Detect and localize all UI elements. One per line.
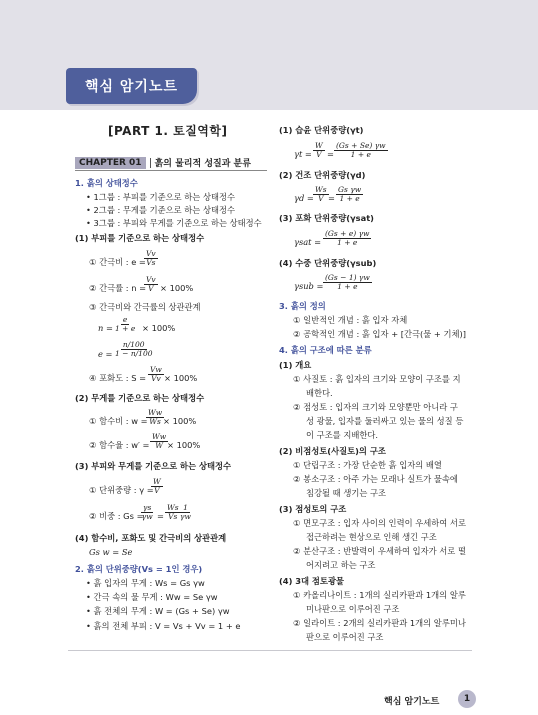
bullet-item: • 2그룹 : 무게를 기준으로 하는 상태정수 <box>86 205 236 215</box>
formula-lhs: γsub = <box>294 281 324 291</box>
formula-label: ③ 간극비와 간극률의 상관관계 <box>89 302 201 312</box>
formula-lhs: γsat = <box>294 237 322 247</box>
list-item: ① 사질토 : 흙 입자의 크기와 모양이 구조를 지 <box>293 374 461 384</box>
formula-label: ② 간극률 : n = <box>89 283 147 293</box>
bullet-item: • 1그룹 : 부피를 기준으로 하는 상태정수 <box>86 192 236 202</box>
fraction: $\frac{Vv}{Vs}$ <box>146 249 156 267</box>
section-heading: 4. 흙의 구조에 따른 분류 <box>279 345 372 355</box>
section-heading: 3. 흙의 정의 <box>279 301 326 311</box>
fraction: $\frac{(Gs + Se) \gamma w}{1 + e}$ <box>336 141 386 159</box>
fraction: $\frac{Vw}{Vv}$ <box>150 365 162 383</box>
subsection-heading: (2) 무게를 기준으로 하는 상태정수 <box>75 393 205 403</box>
subsection-heading: (2) 건조 단위중량(γd) <box>279 170 366 180</box>
list-item-cont: 이 구조를 지배한다. <box>306 430 379 440</box>
bullet-item: • 흙의 전체 부피 : V = Vs + Vv = 1 + e <box>86 621 241 631</box>
list-item: ② 일라이트 : 2개의 실리카판과 1개의 알루미나 <box>293 618 466 628</box>
bullet-item: • 흙 입자의 무게 : Ws = Gs γw <box>86 578 205 588</box>
subsection-heading: (1) 습윤 단위중량(γt) <box>279 125 364 135</box>
formula-label: ① 단위중량 : γ = <box>89 485 154 495</box>
subsection-heading: (2) 비점성토(사질토)의 구조 <box>279 446 386 456</box>
formula-label: ④ 포화도 : S = <box>89 373 147 383</box>
formula: Gs w = Se <box>89 547 133 557</box>
list-item: ① 단립구조 : 가장 단순한 흙 입자의 배열 <box>293 460 442 470</box>
fraction: $\frac{W}{V}$ <box>153 477 161 495</box>
page-footer <box>0 650 538 715</box>
formula-lhs: γt = <box>294 149 312 159</box>
fraction: $\frac{\text{Gs γw}}{1 + e}$ <box>338 185 362 203</box>
fraction: $\frac{Ww}{W}$ <box>152 432 167 450</box>
formula-tail: × 100% <box>167 440 201 450</box>
list-item: ① 면모구조 : 입자 사이의 인력이 우세하여 서로 <box>293 518 466 528</box>
formula-lhs: e = <box>98 349 113 359</box>
subsection-heading: (3) 점성토의 구조 <box>279 504 347 514</box>
page-number: 1 <box>458 690 476 708</box>
fraction: $\frac{Ws}{Vs}$ <box>167 503 179 521</box>
subsection-heading: (3) 포화 단위중량(γsat) <box>279 213 374 223</box>
fraction: $\frac{\gamma s}{\gamma w}$ <box>141 503 153 521</box>
bullet-item: • 흙 전체의 무게 : W = (Gs + Se) γw <box>86 606 230 616</box>
list-item-cont: 침강될 때 생기는 구조 <box>306 488 387 498</box>
subsection-heading: (4) 함수비, 포화도 및 간극비의 상관관계 <box>75 533 227 543</box>
subsection-heading: (1) 부피를 기준으로 하는 상태정수 <box>75 233 205 243</box>
formula-label: ① 함수비 : w = <box>89 416 148 426</box>
formula-eq: = <box>157 511 164 521</box>
list-item: ② 점성토 : 입자의 크기와 모양뿐만 아니라 구 <box>293 402 458 412</box>
fraction: $\frac{Vv}{V}$ <box>146 275 156 293</box>
fraction: $\frac{W}{V}$ <box>315 141 323 159</box>
formula-label: ① 간극비 : e = <box>89 257 146 267</box>
fraction: $\frac{1}{\gamma w}$ <box>180 503 191 521</box>
formula-tail: × 100% <box>163 416 197 426</box>
list-item: ① 카올리나이트 : 1개의 실리카판과 1개의 알루 <box>293 590 466 600</box>
list-item: ② 봉소구조 : 아주 가는 모래나 실트가 물속에 <box>293 474 458 484</box>
formula-tail: × 100% <box>160 283 194 293</box>
bullet-item: • 간극 속의 물 무게 : Ww = Se γw <box>86 592 218 602</box>
list-item-cont: 접근하려는 현상으로 인해 생긴 구조 <box>306 532 437 542</box>
formula-label: ② 함수율 : w′ = <box>89 440 150 450</box>
chapter-title: 흙의 물리적 성질과 분류 <box>154 159 251 169</box>
chapter-underline <box>75 170 267 171</box>
part-title: [PART 1. 토질역학] <box>108 124 228 138</box>
divider <box>150 158 151 168</box>
footer-label: 핵심 암기노트 <box>384 697 440 707</box>
list-item-cont: 미나판으로 이루어진 구조 <box>306 604 400 614</box>
fraction: $\frac{n/100}{1 - n/100}$ <box>115 340 153 358</box>
fraction: $\frac{Ws}{V}$ <box>315 185 327 203</box>
fraction: $\frac{(Gs + e) \gamma w}{1 + e}$ <box>325 229 370 247</box>
formula-label: ② 비중 : Gs = <box>89 511 144 521</box>
list-item: ② 공학적인 개념 : 흙 입자 + [간극(물 + 기체)] <box>293 329 467 339</box>
section-heading: 1. 흙의 상태정수 <box>75 178 138 188</box>
footer-rule <box>68 650 472 651</box>
formula-tail: × 100% <box>142 323 176 333</box>
bullet-item: • 3그룹 : 부피와 무게를 기준으로 하는 상태정수 <box>86 218 262 228</box>
list-item-cont: 판으로 이루어진 구조 <box>306 632 384 642</box>
subsection-heading: (3) 부피와 무게를 기준으로 하는 상태정수 <box>75 461 232 471</box>
subsection-heading: (4) 수중 단위중량(γsub) <box>279 258 377 268</box>
list-item-cont: 성 광물, 입자를 둘러싸고 있는 물의 성질 등 <box>306 416 464 426</box>
list-item: ① 일반적인 개념 : 흙 입자 자체 <box>293 315 408 325</box>
list-item: ② 분산구조 : 반발력이 우세하여 입자가 서로 떨 <box>293 546 466 556</box>
fraction: $\frac{e}{1 + e}$ <box>115 315 136 333</box>
subsection-heading: (1) 개요 <box>279 360 312 370</box>
formula-tail: × 100% <box>164 373 198 383</box>
list-item-cont: 어지려고 하는 구조 <box>306 560 376 570</box>
formula-lhs: n = <box>98 323 113 333</box>
list-item-cont: 배한다. <box>306 388 333 398</box>
chapter-label: CHAPTER 01 <box>75 157 146 169</box>
fraction: $\frac{Ww}{Ws}$ <box>148 408 163 426</box>
chapter-heading <box>75 156 251 169</box>
formula-eq: = <box>328 193 335 203</box>
subsection-heading: (4) 3대 점토광물 <box>279 576 344 586</box>
formula-lhs: γd = <box>294 193 314 203</box>
section-heading: 2. 흙의 단위중량(Vs = 1인 경우) <box>75 564 203 574</box>
section-badge: 핵심 암기노트 <box>66 68 197 104</box>
fraction: $\frac{(Gs - 1) \gamma w}{1 + e}$ <box>325 273 370 291</box>
formula-eq: = <box>327 149 334 159</box>
